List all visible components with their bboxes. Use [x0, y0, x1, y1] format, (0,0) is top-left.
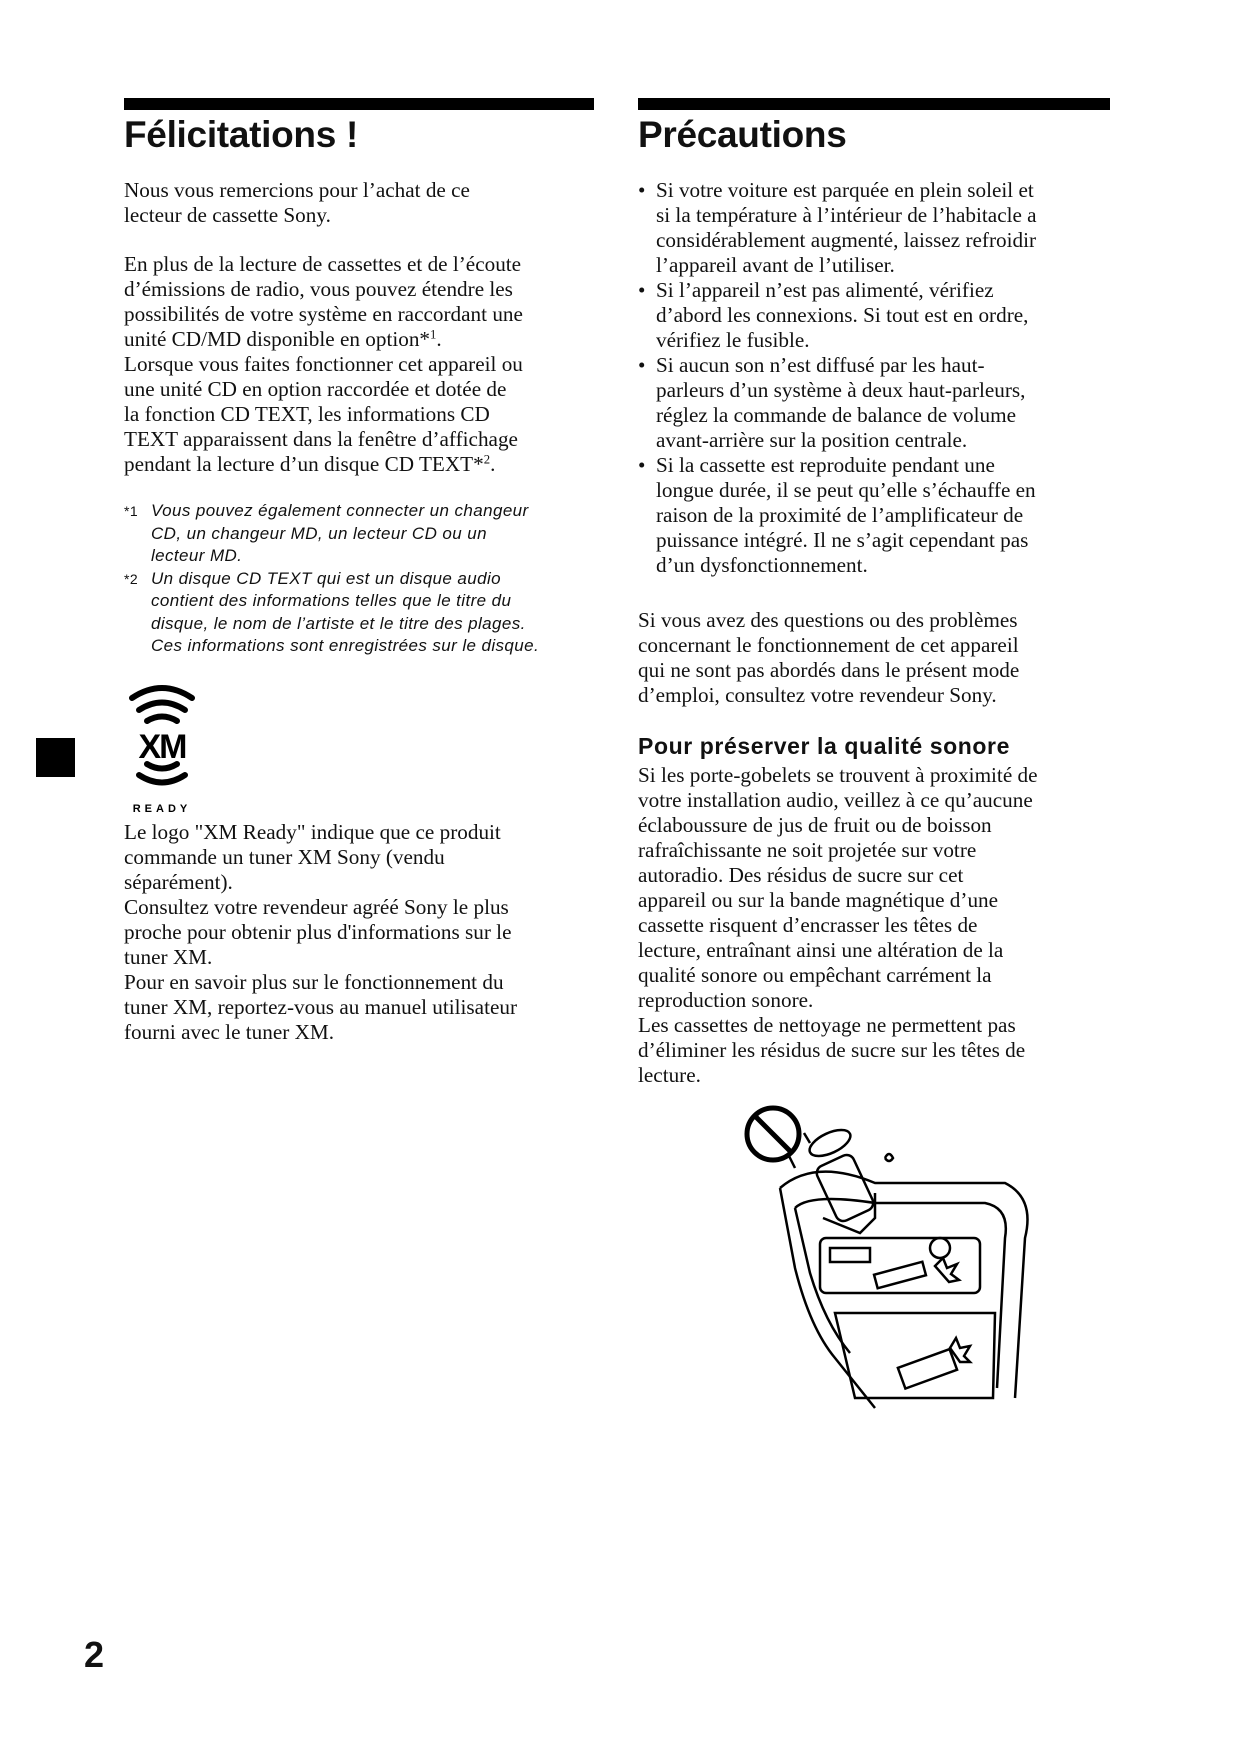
list-item-text: Si l’appareil n’est pas alimenté, vérifiez d’abord les connexions. Si tout est en ordre, vérifiez le fusible. [656, 278, 1029, 352]
features-text: En plus de la lecture de cassettes et de l’écoute d’émissions de radio, vous pouvez étendre les possibilités de votre système en raccordant une unité CD/MD disponible en option* [124, 252, 523, 351]
precautions-heading: Précautions [638, 114, 847, 155]
left-section-rule [124, 98, 594, 110]
precautions-list-block [638, 178, 1110, 578]
cassette-lower-icon [898, 1349, 957, 1388]
footnote-text: Vous pouvez également connecter un changeur CD, un changeur MD, un lecteur CD ou un lecteur MD. [151, 501, 529, 565]
cd-text-paragraph: Lorsque vous faites fonctionner cet appareil ou une unité CD en option raccordée et dotée de la fonction CD TEXT, les informations CD TEXT apparaissent dans la fenêtre d’affichage pendant la lecture d’un disque CD TEXT*$^2$. [124, 352, 523, 476]
congratulations-heading: Félicitations ! [124, 114, 358, 155]
list-item-text: Si votre voiture est parquée en plein soleil et si la température à l’intérieur de l’habitacle a considérablement augmenté, laissez refroidir l’appareil avant de l’utiliser. [656, 178, 1037, 277]
footnote [124, 568, 604, 658]
signal-waves-top [132, 688, 192, 721]
xm-paragraph: Le logo "XM Ready" indique que ce produit commande un tuner XM Sony (vendu séparément). [124, 820, 501, 894]
xm-logo-text: XM [138, 728, 186, 766]
intro-paragraph: Nous vous remercions pour l’achat de ce lecteur de cassette Sony. [124, 178, 470, 227]
right-section-rule [638, 98, 1110, 110]
intro-block [124, 178, 604, 228]
footnote-ref-2: 2 [483, 452, 491, 467]
xm-info-block [124, 820, 604, 1045]
xm-ready-logo [122, 676, 202, 816]
sound-quality-paragraph: Si les porte-gobelets se trouvent à proximité de votre installation audio, veillez à ce qu’aucune éclaboussure de jus de fruit ou de boisson rafraîchissante ne soit projetée sur votre autoradio. Des résidus de sucre sur cet appareil ou sur la bande magnétique d’une cassette risquent d’encrasser les têtes de lecture, entraînant ainsi une altération de la qualité sonore ou empêchant carrément la reproduction sonore. [638, 763, 1038, 1012]
contact-block [638, 608, 1110, 708]
xm-paragraph: Consultez votre revendeur agréé Sony le plus proche pour obtenir plus d'informations sur le tuner XM. [124, 895, 512, 969]
list-item: • Si aucun son n’est diffusé par les haut- parleurs d’un système à deux haut-parleurs, réglez la commande de balance de volume avant-arrière sur la position centrale. [638, 353, 1026, 452]
footnote-mark: *1 [124, 503, 139, 519]
signal-waves-bottom [139, 764, 185, 783]
footnote-text: Un disque CD TEXT qui est un disque audio contient des informations telles que le titre du disque, le nom de l’artiste et le titre des plages. Ces informations sont enregistrées sur le disque. [151, 568, 540, 655]
splash-icon [935, 1258, 959, 1282]
sound-quality-section [638, 731, 1110, 1088]
cd-text-text: Lorsque vous faites fonctionner cet appareil ou une unité CD en option raccordée et dotée de la fonction CD TEXT, les informations CD TEXT apparaissent dans la fenêtre d’affichage pendant la lecture d’un disque CD TEXT* [124, 352, 523, 476]
list-item: • Si votre voiture est parquée en plein soleil et si la température à l’intérieur de l’habitacle a considérablement augmenté, laissez refroidir l’appareil avant de l’utiliser. [638, 178, 1037, 277]
cup-icon [814, 1152, 876, 1223]
section-tab-marker [36, 738, 75, 777]
logo-ready-word: READY [132, 803, 192, 815]
footnote [124, 500, 604, 568]
features-paragraph: En plus de la lecture de cassettes et de l’écoute d’émissions de radio, vous pouvez étendre les possibilités de votre système en raccordant une unité CD/MD disponible en option*$^1$. [124, 252, 523, 351]
features-block [124, 252, 604, 477]
page-number: 2 [84, 1634, 105, 1675]
xm-paragraph: Pour en savoir plus sur le fonctionnement du tuner XM, reportez-vous au manuel utilisateur fourni avec le tuner XM. [124, 970, 518, 1044]
list-item: • Si la cassette est reproduite pendant une longue durée, il se peut qu’elle s’échauffe en raison de la proximité de l’amplificateur de puissance intégré. Il ne s’agit cependant pas d’un dysfonctionnement. [638, 453, 1036, 577]
footnote-mark: *2 [124, 570, 139, 587]
list-item-text: Si aucun son n’est diffusé par les haut- parleurs d’un système à deux haut-parleurs, réglez la commande de balance de volume avant-arrière sur la position centrale. [656, 353, 1026, 452]
cassette-icon [874, 1262, 926, 1288]
footnotes [124, 500, 604, 658]
list-item-text: Si la cassette est reproduite pendant une longue durée, il se peut qu’elle s’échauffe en raison de la proximité de l’amplificateur de puissance intégré. Il ne s’agit cependant pas d’un dysfonctionnement. [656, 453, 1036, 577]
spilled-drink-illustration [735, 1098, 1035, 1428]
cleaning-cassette-paragraph: Les cassettes de nettoyage ne permettent pas d’éliminer les résidus de sucre sur les têtes de lecture. [638, 1013, 1026, 1087]
list-item: • Si l’appareil n’est pas alimenté, vérifiez d’abord les connexions. Si tout est en ordre, vérifiez le fusible. [638, 278, 1029, 352]
sound-quality-heading: Pour préserver la qualité sonore [638, 733, 1010, 759]
footnote-ref-1: 1 [430, 327, 437, 342]
contact-paragraph: Si vous avez des questions ou des problèmes concernant le fonctionnement de cet appareil qui ne sont pas abordés dans le présent mode d’emploi, consultez votre revendeur Sony. [638, 608, 1020, 707]
precautions-list [638, 178, 1110, 578]
